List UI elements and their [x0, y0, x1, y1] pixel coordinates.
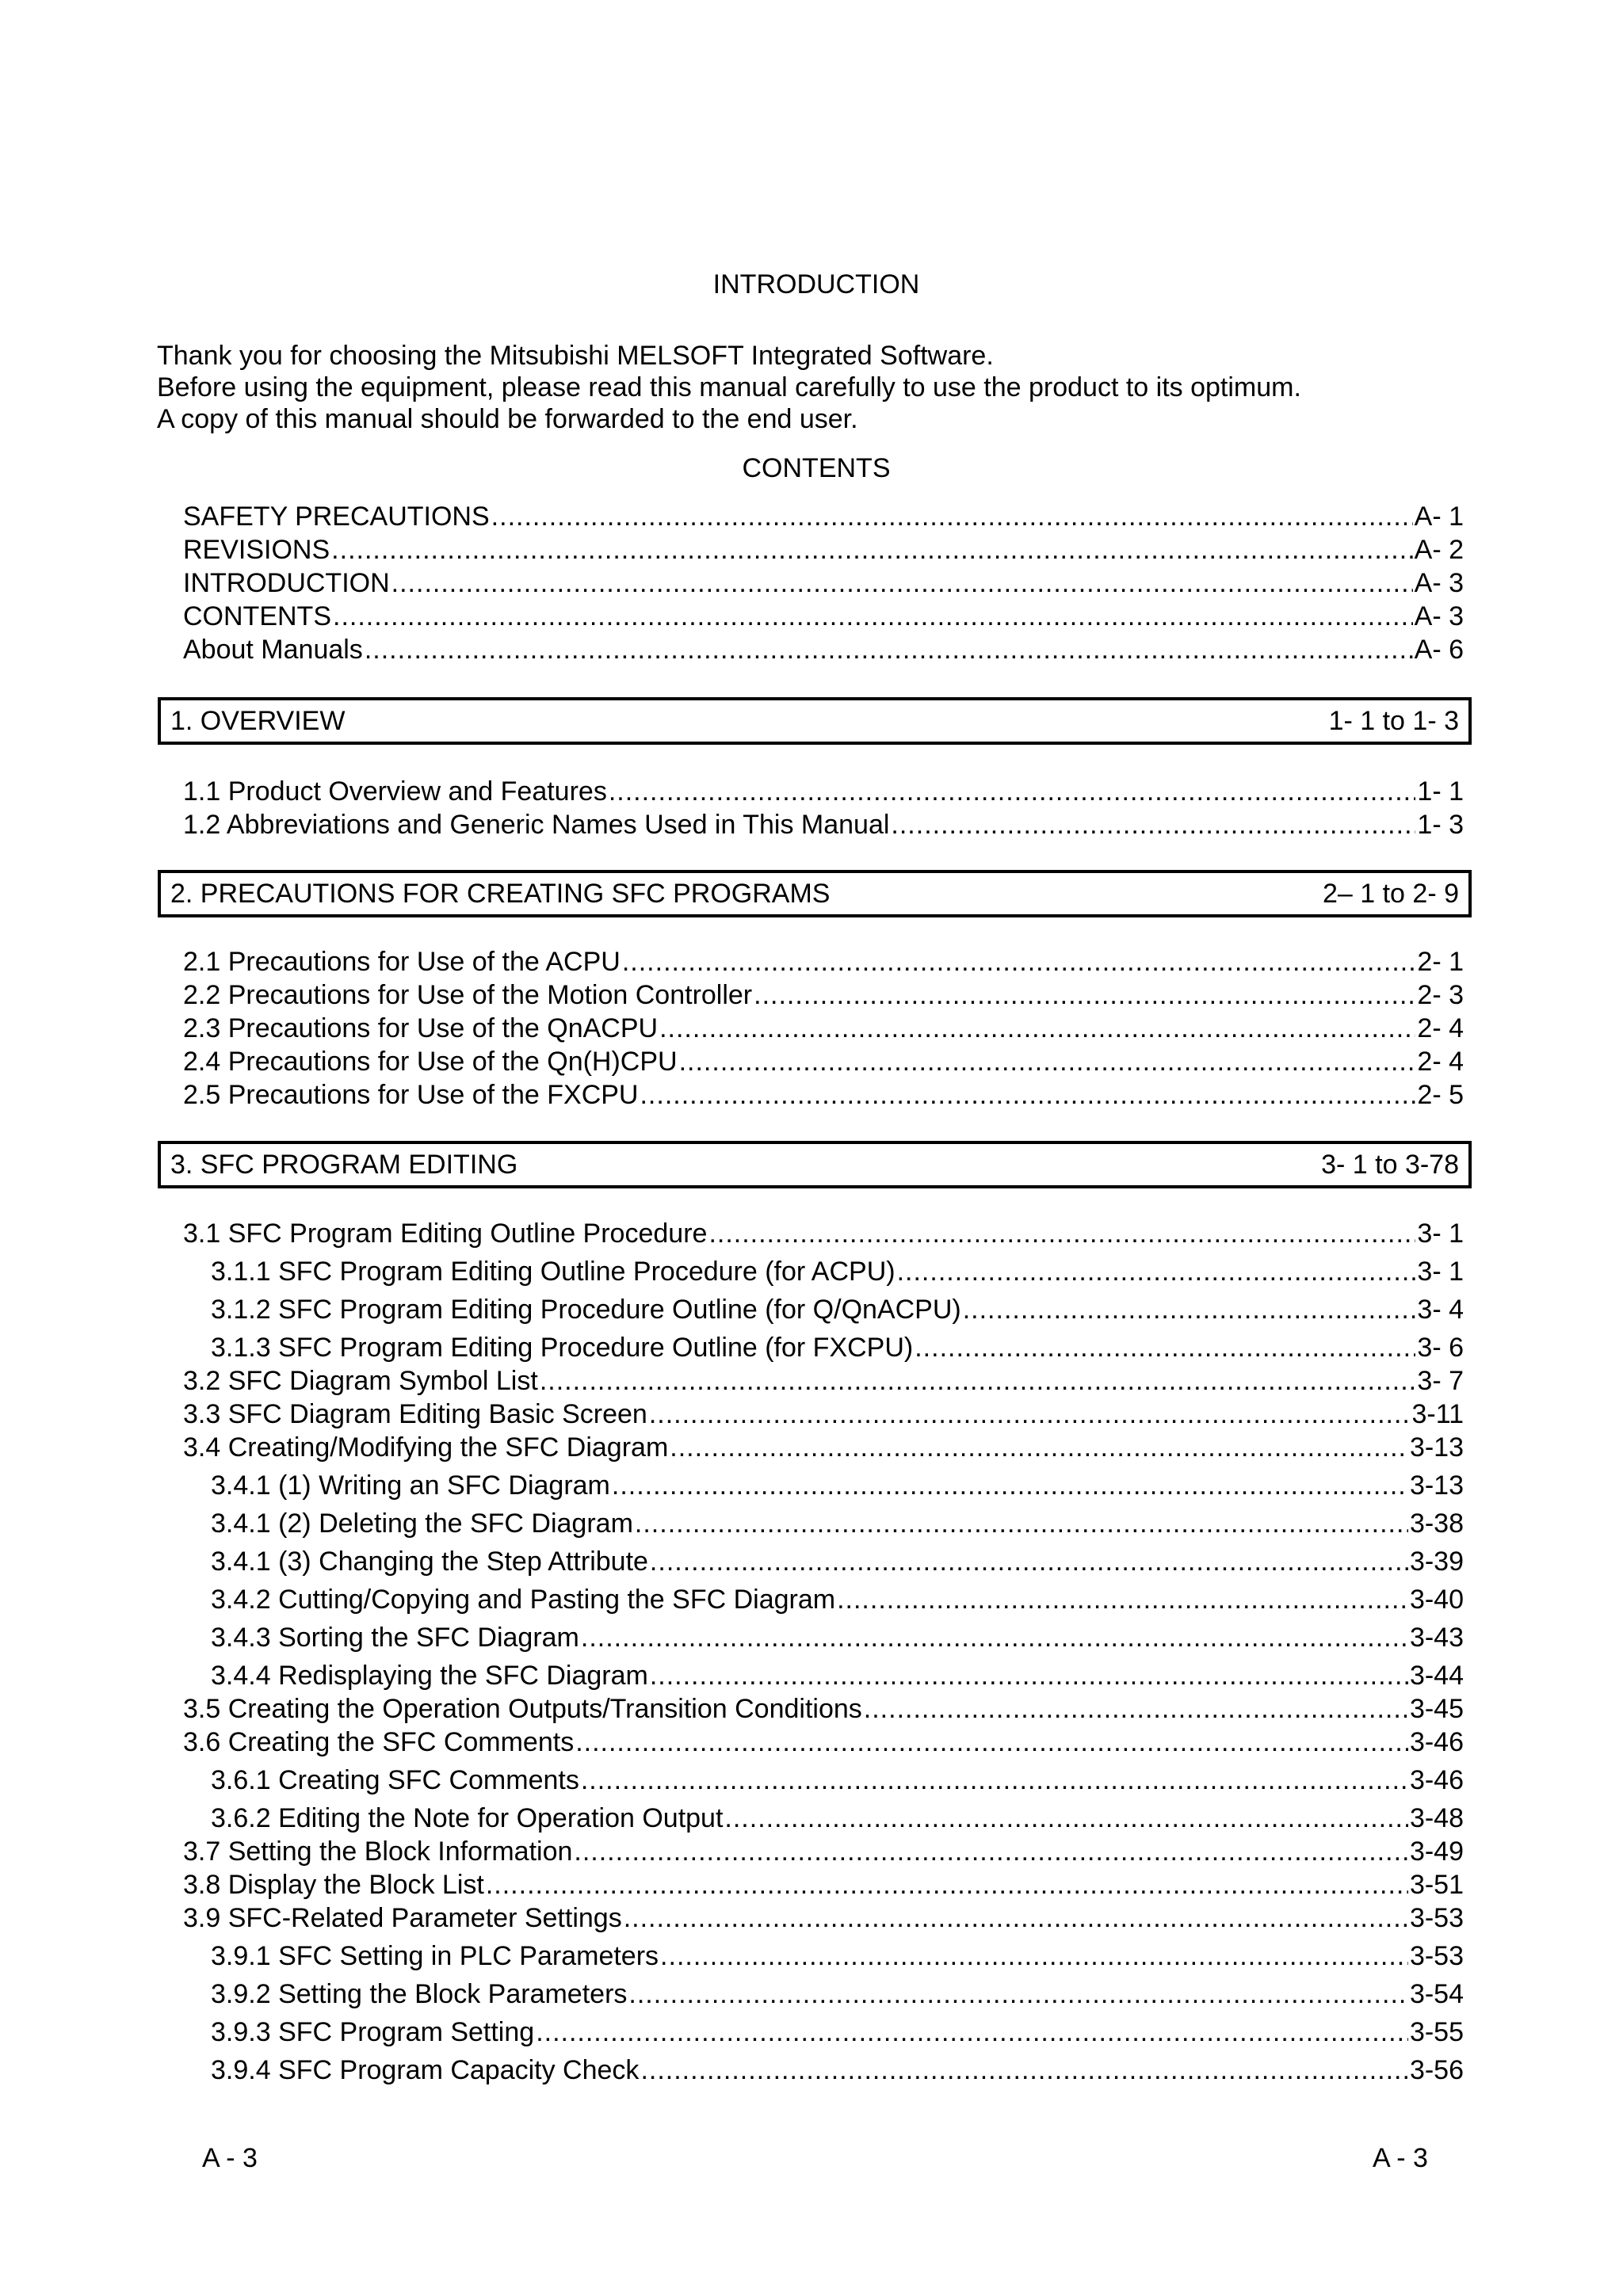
toc-entry[interactable]	[211, 1470, 1464, 1501]
leader-dots	[574, 1836, 1408, 1867]
toc-entry-label: 1.2 Abbreviations and Generic Names Used in This Manual	[183, 810, 890, 840]
toc-entry-page: 3-56	[1409, 2055, 1464, 2085]
chapter-title: 1. OVERVIEW	[170, 705, 346, 736]
toc-entry-label: 3.2 SFC Diagram Symbol List	[183, 1366, 538, 1396]
toc-entry[interactable]	[183, 1080, 1464, 1111]
leader-dots	[650, 1547, 1408, 1577]
toc-entry[interactable]	[211, 1941, 1464, 1972]
toc-entry[interactable]	[211, 1508, 1464, 1539]
toc-entry[interactable]	[211, 1979, 1464, 2010]
leader-dots	[575, 1727, 1408, 1758]
toc-entry[interactable]	[183, 601, 1464, 632]
toc-entry[interactable]	[183, 1366, 1464, 1397]
toc-entry[interactable]	[211, 1623, 1464, 1653]
leader-dots	[963, 1295, 1416, 1325]
toc-entry-label: 3.1 SFC Program Editing Outline Procedure	[183, 1219, 708, 1249]
leader-dots	[612, 1470, 1408, 1501]
toc-entry[interactable]	[183, 1047, 1464, 1077]
introduction-title: INTRODUCTION	[712, 269, 920, 299]
toc-entry-label: 3.4.1 (3) Changing the Step Attribute	[211, 1547, 648, 1577]
leader-dots	[609, 776, 1416, 807]
toc-entry-label: 2.3 Precautions for Use of the QnACPU	[183, 1013, 659, 1043]
leader-dots	[708, 1219, 1415, 1249]
toc-entry-label: 2.2 Precautions for Use of the Motion Controller	[183, 980, 753, 1010]
toc-entry-label: 3.1.3 SFC Program Editing Procedure Outline (for FXCPU)	[211, 1333, 914, 1363]
toc-entry-page: 3- 7	[1417, 1366, 1464, 1396]
toc-entry[interactable]	[211, 1257, 1464, 1287]
toc-entry-page: 3-51	[1409, 1870, 1464, 1900]
leader-dots	[659, 1013, 1415, 1044]
toc-entry[interactable]	[183, 1694, 1464, 1725]
leader-dots	[897, 1257, 1416, 1287]
toc-entry-page: 3- 1	[1417, 1219, 1464, 1249]
leader-dots	[540, 1366, 1416, 1397]
leader-dots	[640, 2055, 1408, 2086]
chapter-header-3[interactable]	[158, 1141, 1472, 1188]
toc-entry-page: 2- 1	[1417, 947, 1464, 977]
toc-entry-label: 3.4.1 (1) Writing an SFC Diagram	[211, 1470, 610, 1501]
toc-entry-label: 3.4.2 Cutting/Copying and Pasting the SFC Diagram	[211, 1585, 836, 1615]
toc-entry-page: 3-43	[1409, 1623, 1464, 1653]
toc-entry-label: 3.6.1 Creating SFC Comments	[211, 1765, 579, 1795]
toc-entry[interactable]	[183, 810, 1464, 841]
toc-entry-label: 3.4.1 (2) Deleting the SFC Diagram	[211, 1508, 633, 1539]
toc-entry-label: 3.6.2 Editing the Note for Operation Output	[211, 1803, 724, 1833]
footer-page-left: A - 3	[202, 2143, 258, 2173]
leader-dots	[581, 1765, 1408, 1796]
leader-dots	[581, 1623, 1408, 1653]
toc-entry-page: 2- 4	[1417, 1013, 1464, 1043]
leader-dots	[536, 2017, 1408, 2048]
toc-entry-label: 3.8 Display the Block List	[183, 1870, 484, 1900]
toc-entry-page: 3-45	[1409, 1694, 1464, 1724]
toc-entry-page: 3-39	[1409, 1547, 1464, 1577]
toc-entry-label: 3.6 Creating the SFC Comments	[183, 1727, 575, 1757]
toc-entry-label: 3.9.1 SFC Setting in PLC Parameters	[211, 1941, 659, 1971]
toc-entry[interactable]	[183, 947, 1464, 978]
intro-line: Before using the equipment, please read this manual carefully to use the product to its optimum.	[157, 372, 1301, 402]
toc-entry[interactable]	[183, 1870, 1464, 1901]
chapter-range: 3- 1 to 3-78	[1321, 1149, 1459, 1180]
toc-entry-page: 3- 6	[1417, 1333, 1464, 1363]
toc-entry[interactable]	[211, 1547, 1464, 1577]
toc-entry-label: REVISIONS	[183, 535, 330, 565]
chapter-title: 3. SFC PROGRAM EDITING	[170, 1149, 518, 1180]
leader-dots	[864, 1694, 1408, 1725]
toc-entry-page: 3-44	[1409, 1661, 1464, 1691]
toc-entry[interactable]	[211, 1295, 1464, 1325]
leader-dots	[891, 810, 1415, 841]
toc-entry-label: About Manuals	[183, 635, 363, 665]
leader-dots	[837, 1585, 1408, 1615]
leader-dots	[628, 1979, 1408, 2010]
toc-entry-label: 3.5 Creating the Operation Outputs/Transition Conditions	[183, 1694, 862, 1724]
toc-entry-label: 3.4.3 Sorting the SFC Diagram	[211, 1623, 579, 1653]
leader-dots	[391, 568, 1413, 599]
toc-entry-page: 3-11	[1411, 1399, 1464, 1429]
chapter-range: 1- 1 to 1- 3	[1328, 705, 1459, 736]
toc-entry-page: 3-46	[1409, 1765, 1464, 1795]
toc-entry-page: 3-13	[1409, 1432, 1464, 1463]
toc-entry[interactable]	[183, 980, 1464, 1011]
leader-dots	[915, 1333, 1415, 1363]
leader-dots	[660, 1941, 1408, 1972]
toc-entry[interactable]	[183, 1432, 1464, 1463]
toc-entry[interactable]	[183, 1399, 1464, 1430]
toc-entry-page: A- 3	[1414, 601, 1464, 631]
leader-dots	[724, 1803, 1408, 1834]
toc-entry-page: 3-13	[1409, 1470, 1464, 1501]
toc-entry-page: 3-49	[1409, 1836, 1464, 1867]
leader-dots	[754, 980, 1415, 1011]
toc-entry-page: 3- 4	[1417, 1295, 1464, 1325]
leader-dots	[491, 502, 1413, 532]
leader-dots	[650, 1661, 1408, 1691]
toc-entry-label: 2.1 Precautions for Use of the ACPU	[183, 947, 621, 977]
toc-entry[interactable]	[183, 776, 1464, 807]
toc-entry-page: 1- 1	[1417, 776, 1464, 807]
leader-dots	[331, 535, 1412, 566]
toc-entry-page: 3-53	[1409, 1903, 1464, 1933]
toc-entry-label: 3.9.4 SFC Program Capacity Check	[211, 2055, 640, 2085]
toc-entry[interactable]	[211, 1333, 1464, 1363]
toc-entry-label: 3.9 SFC-Related Parameter Settings	[183, 1903, 622, 1933]
toc-entry-label: 3.1.2 SFC Program Editing Procedure Outline (for Q/QnACPU)	[211, 1295, 961, 1325]
toc-entry-page: 3-53	[1409, 1941, 1464, 1971]
toc-entry-label: 1.1 Product Overview and Features	[183, 776, 607, 807]
toc-entry-label: CONTENTS	[183, 601, 331, 631]
toc-entry[interactable]	[183, 568, 1464, 599]
toc-entry-page: 3-40	[1409, 1585, 1464, 1615]
leader-dots	[670, 1432, 1408, 1463]
toc-entry[interactable]	[211, 1661, 1464, 1691]
toc-entry-label: 3.4 Creating/Modifying the SFC Diagram	[183, 1432, 669, 1463]
toc-entry-label: 3.9.3 SFC Program Setting	[211, 2017, 535, 2047]
toc-entry-page: 3-54	[1409, 1979, 1464, 2009]
toc-entry-label: 2.4 Precautions for Use of the Qn(H)CPU	[183, 1047, 678, 1077]
leader-dots	[635, 1508, 1408, 1539]
toc-entry[interactable]	[211, 1803, 1464, 1834]
toc-entry[interactable]	[183, 1903, 1464, 1934]
toc-entry[interactable]	[183, 635, 1464, 666]
toc-entry-page: A- 3	[1414, 568, 1464, 598]
toc-entry-label: 3.1.1 SFC Program Editing Outline Procedure (for ACPU)	[211, 1257, 896, 1287]
toc-entry-page: 2- 5	[1417, 1080, 1464, 1110]
toc-entry[interactable]	[183, 1836, 1464, 1867]
toc-entry-page: A- 6	[1414, 635, 1464, 665]
toc-entry[interactable]	[183, 1219, 1464, 1249]
toc-entry-label: 3.7 Setting the Block Information	[183, 1836, 573, 1867]
toc-entry-page: A- 1	[1414, 502, 1464, 532]
leader-dots	[640, 1080, 1415, 1111]
toc-entry-page: 3-38	[1409, 1508, 1464, 1539]
leader-dots	[333, 601, 1413, 632]
toc-entry[interactable]	[183, 1727, 1464, 1758]
chapter-header-2[interactable]	[158, 870, 1472, 917]
toc-entry-label: 3.4.4 Redisplaying the SFC Diagram	[211, 1661, 648, 1691]
toc-entry-page: 3- 1	[1417, 1257, 1464, 1287]
toc-entry-page: 2- 4	[1417, 1047, 1464, 1077]
toc-entry-page: A- 2	[1414, 535, 1464, 565]
toc-entry-label: 3.3 SFC Diagram Editing Basic Screen	[183, 1399, 647, 1429]
toc-entry-page: 3-46	[1409, 1727, 1464, 1757]
toc-entry[interactable]	[211, 1585, 1464, 1615]
chapter-header-1[interactable]	[158, 697, 1472, 745]
footer-page-right: A - 3	[1373, 2143, 1428, 2173]
toc-entry[interactable]	[211, 2017, 1464, 2048]
contents-title: CONTENTS	[742, 453, 891, 483]
leader-dots	[365, 635, 1413, 666]
leader-dots	[622, 947, 1416, 978]
toc-entry-label: 2.5 Precautions for Use of the FXCPU	[183, 1080, 639, 1110]
toc-entry[interactable]	[183, 1013, 1464, 1044]
toc-entry-page: 3-48	[1409, 1803, 1464, 1833]
toc-entry-label: SAFETY PRECAUTIONS	[183, 502, 490, 532]
leader-dots	[649, 1399, 1411, 1430]
toc-entry[interactable]	[183, 535, 1464, 566]
toc-entry-label: INTRODUCTION	[183, 568, 390, 598]
toc-entry-page: 2- 3	[1417, 980, 1464, 1010]
leader-dots	[486, 1870, 1408, 1901]
leader-dots	[679, 1047, 1416, 1077]
chapter-range: 2– 1 to 2- 9	[1322, 878, 1459, 909]
toc-entry[interactable]	[211, 1765, 1464, 1796]
intro-line: Thank you for choosing the Mitsubishi MELSOFT Integrated Software.	[157, 341, 994, 371]
leader-dots	[624, 1903, 1408, 1934]
toc-entry-label: 3.9.2 Setting the Block Parameters	[211, 1979, 628, 2009]
toc-entry[interactable]	[183, 502, 1464, 532]
toc-entry[interactable]	[211, 2055, 1464, 2086]
toc-entry-page: 3-55	[1409, 2017, 1464, 2047]
intro-line: A copy of this manual should be forwarded to the end user.	[157, 404, 858, 434]
toc-entry-page: 1- 3	[1417, 810, 1464, 840]
chapter-title: 2. PRECAUTIONS FOR CREATING SFC PROGRAMS	[170, 878, 831, 909]
